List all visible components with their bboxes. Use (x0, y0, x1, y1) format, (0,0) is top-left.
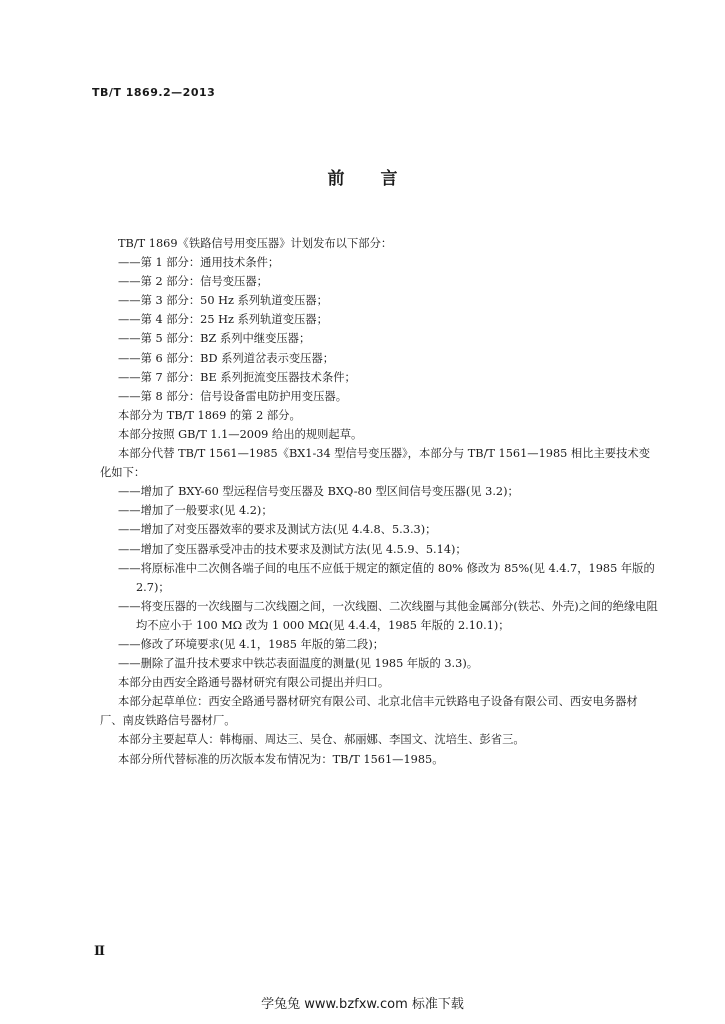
document-code: TB/T 1869.2—2013 (92, 86, 216, 99)
paragraph-line: ——将变压器的一次线圈与二次线圈之间，一次线圈、二次线圈与其他金属部分(铁芯、外壳)之间的绝缘电阻均不应小于 100 MΩ 改为 1 000 MΩ(见 4.4.4，1985 年版的 2.10.1)； (118, 599, 658, 632)
paragraph-line: ——增加了 BXY-60 型远程信号变压器及 BXQ-80 型区间信号变压器(见 3.2)； (118, 485, 519, 499)
paragraph-line: ——将原标准中二次侧各端子间的电压不应低于规定的额定值的 80% 修改为 85%(见 4.4.7，1985 年版的 2.7)； (118, 561, 655, 594)
paragraph-line: 本部分按照 GB/T 1.1—2009 给出的规则起草。 (118, 427, 363, 441)
paragraph-line: ——第 3 部分：50 Hz 系列轨道变压器； (118, 294, 328, 308)
paragraph-line: ——第 6 部分：BD 系列道岔表示变压器； (118, 351, 335, 365)
paragraph-line: 本部分为 TB/T 1869 的第 2 部分。 (118, 408, 301, 422)
paragraph-line: 本部分所代替标准的历次版本发布情况为：TB/T 1561—1985。 (118, 752, 444, 766)
paragraph-line: ——增加了一般要求(见 4.2)； (118, 504, 273, 518)
paragraph-line: ——第 8 部分：信号设备雷电防护用变压器。 (118, 389, 348, 403)
paragraph-line: ——第 7 部分：BE 系列扼流变压器技术条件； (118, 370, 356, 384)
paragraph-line: ——第 5 部分：BZ 系列中继变压器； (118, 332, 311, 346)
paragraph-line: TB/T 1869《铁路信号用变压器》计划发布以下部分： (118, 237, 393, 250)
paragraph-line: ——增加了对变压器效率的要求及测试方法(见 4.4.8、5.3.3)； (118, 523, 437, 537)
paragraph-line: 本部分由西安全路通号器材研究有限公司提出并归口。 (118, 676, 390, 690)
document-body (100, 234, 660, 769)
paragraph-line: ——第 4 部分：25 Hz 系列轨道变压器； (118, 313, 328, 327)
paragraph-line: ——第 2 部分：信号变压器； (118, 275, 268, 289)
page-title (0, 164, 725, 189)
paragraph-line: ——修改了环境要求(见 4.1，1985 年版的第二段)； (118, 637, 385, 651)
page-number: Ⅱ (94, 944, 105, 959)
paragraph-line: 本部分代替 TB/T 1561—1985《BX1-34 型信号变压器》，本部分与 TB/T 1561—1985 相比主要技术变化如下： (100, 447, 650, 480)
paragraph-line: ——删除了温升技术要求中铁芯表面温度的测量(见 1985 年版的 3.3)。 (118, 657, 479, 671)
title-char-1: 前 (327, 169, 345, 189)
paragraph-line: 本部分起草单位：西安全路通号器材研究有限公司、北京北信丰元铁路电子设备有限公司、西安电务器材厂、南皮铁路信号器材厂。 (100, 695, 638, 728)
paragraph-line: 本部分主要起草人：韩梅丽、周达三、吴仓、郝丽娜、李国文、沈培生、彭省三。 (118, 733, 525, 747)
footer-watermark: 学兔兔 www.bzfxw.com 标准下载 (261, 997, 464, 1012)
paragraph-line: ——第 1 部分：通用技术条件； (118, 256, 280, 270)
paragraph-line: ——增加了变压器承受冲击的技术要求及测试方法(见 4.5.9、5.14)； (118, 542, 467, 556)
title-char-2: 言 (380, 169, 398, 189)
